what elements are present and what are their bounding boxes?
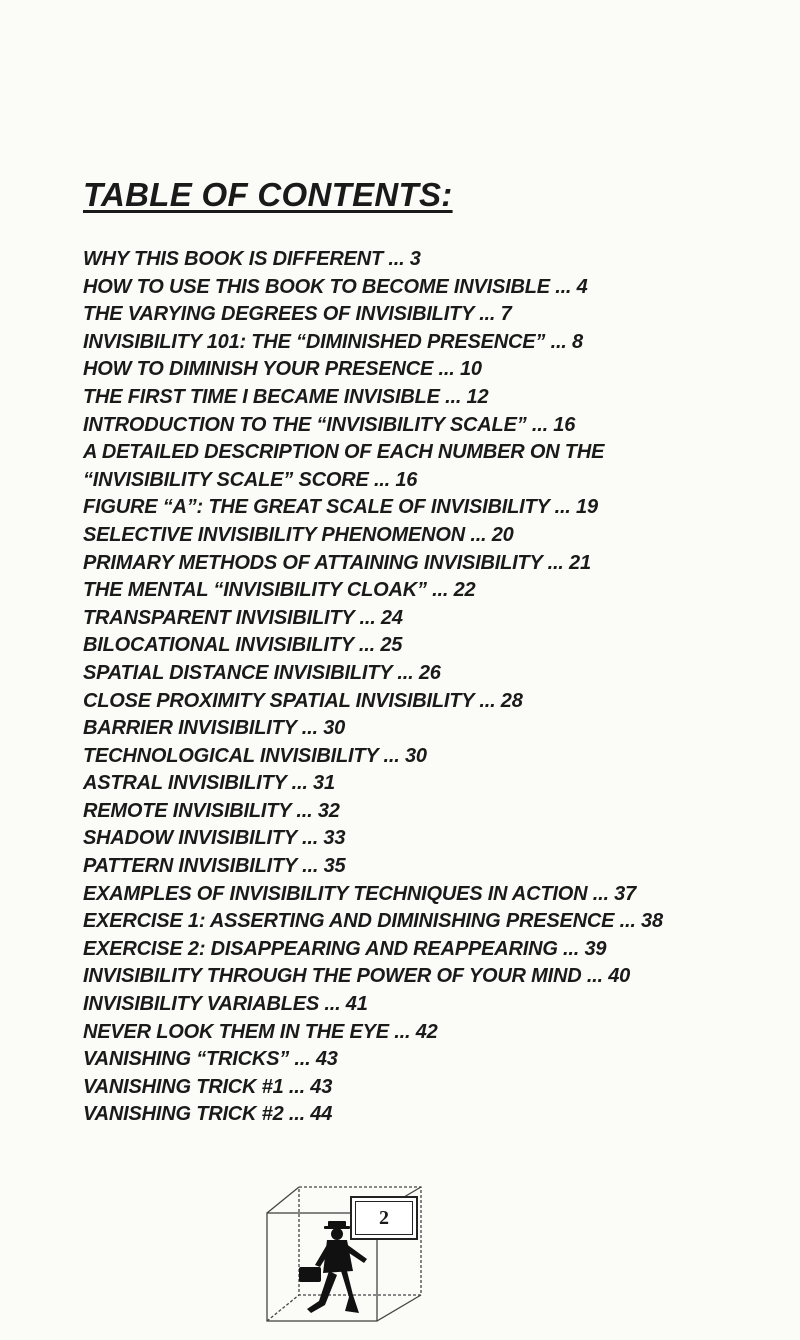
page-number: 2 <box>350 1196 418 1240</box>
toc-entry: FIGURE “A”: THE GREAT SCALE OF INVISIBILITY ... 19 <box>83 496 598 519</box>
toc-entry: TRANSPARENT INVISIBILITY ... 24 <box>83 606 403 629</box>
toc-entry: INVISIBILITY THROUGH THE POWER OF YOUR MIND ... 40 <box>83 965 631 988</box>
toc-entry: A DETAILED DESCRIPTION OF EACH NUMBER ON THE <box>83 441 605 464</box>
toc-entry: SELECTIVE INVISIBILITY PHENOMENON ... 20 <box>83 523 514 546</box>
toc-entry: WHY THIS BOOK IS DIFFERENT ... 3 <box>83 248 421 270</box>
toc-entry: CLOSE PROXIMITY SPATIAL INVISIBILITY ... 28 <box>83 689 523 712</box>
toc-entry: PRIMARY METHODS OF ATTAINING INVISIBILITY ... 21 <box>83 551 591 574</box>
toc-entry: THE VARYING DEGREES OF INVISIBILITY ... 7 <box>83 303 512 326</box>
toc-entry: HOW TO USE THIS BOOK TO BECOME INVISIBLE ... 4 <box>83 275 588 298</box>
toc-entry: HOW TO DIMINISH YOUR PRESENCE ... 10 <box>83 358 482 381</box>
toc-entry: BILOCATIONAL INVISIBILITY ... 25 <box>83 634 403 657</box>
toc-entry: TECHNOLOGICAL INVISIBILITY ... 30 <box>83 744 427 767</box>
toc-entry: EXAMPLES OF INVISIBILITY TECHNIQUES IN ACTION ... 37 <box>83 882 637 905</box>
table-of-contents <box>83 246 783 1129</box>
toc-entry: BARRIER INVISIBILITY ... 30 <box>83 717 346 740</box>
toc-entry: ASTRAL INVISIBILITY ... 31 <box>83 772 335 795</box>
toc-entry: “INVISIBILITY SCALE” SCORE ... 16 <box>83 468 418 491</box>
toc-entry: EXERCISE 1: ASSERTING AND DIMINISHING PRESENCE ... 38 <box>83 910 663 933</box>
toc-entry: INVISIBILITY 101: THE “DIMINISHED PRESENCE” ... 8 <box>83 330 583 353</box>
toc-entry: INTRODUCTION TO THE “INVISIBILITY SCALE” ... 16 <box>83 413 576 436</box>
toc-entry: THE FIRST TIME I BECAME INVISIBLE ... 12 <box>83 385 489 408</box>
toc-entry: REMOTE INVISIBILITY ... 32 <box>83 799 340 822</box>
toc-entry: VANISHING “TRICKS” ... 43 <box>83 1048 338 1071</box>
toc-entry: SHADOW INVISIBILITY ... 33 <box>83 827 346 850</box>
page-title: TABLE OF CONTENTS: <box>83 176 453 213</box>
toc-entry: VANISHING TRICK #2 ... 44 <box>83 1103 333 1126</box>
toc-entry: VANISHING TRICK #1 ... 43 <box>83 1075 333 1098</box>
toc-entry: THE MENTAL “INVISIBILITY CLOAK” ... 22 <box>83 579 476 602</box>
toc-entry: PATTERN INVISIBILITY ... 35 <box>83 855 346 878</box>
toc-entry: NEVER LOOK THEM IN THE EYE ... 42 <box>83 1020 438 1043</box>
toc-entry: SPATIAL DISTANCE INVISIBILITY ... 26 <box>83 661 441 684</box>
toc-entry: EXERCISE 2: DISAPPEARING AND REAPPEARING ... 39 <box>83 937 607 960</box>
toc-entry: INVISIBILITY VARIABLES ... 41 <box>83 993 368 1016</box>
